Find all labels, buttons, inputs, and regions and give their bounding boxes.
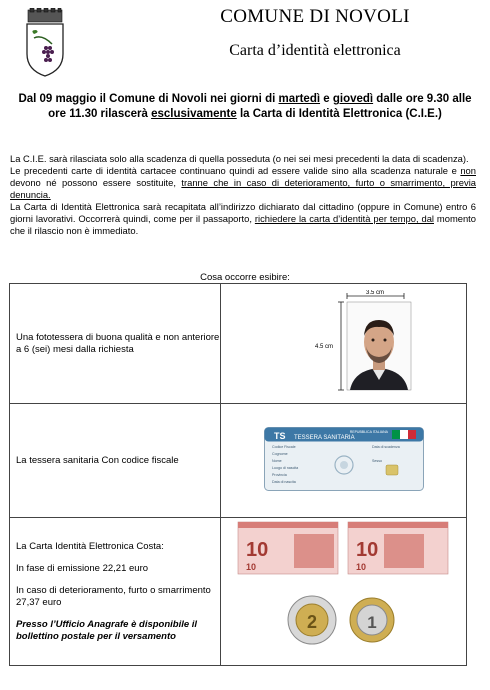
cost-issue: In fase di emissione 22,21 euro <box>16 562 149 574</box>
requirements-table <box>9 283 467 666</box>
municipal-crest-icon <box>22 8 68 78</box>
banknote-value-2: 10 <box>355 539 378 561</box>
headline-day-thursday: giovedì <box>332 93 374 105</box>
paragraph-2-non: non <box>460 165 476 176</box>
table-row <box>10 284 467 404</box>
page-title: COMUNE DI NOVOLI <box>220 6 410 27</box>
health-card-cell <box>221 404 467 518</box>
requirement-photo-text: Una fototessera di buona qualità e non anteriore a 6 (sei) mesi dalla richiesta <box>10 284 221 404</box>
banknote-small-value-2: 10 <box>355 562 366 572</box>
coin-value-1: 1 <box>366 613 377 632</box>
card-field-label: Codice Fiscale <box>271 445 296 449</box>
passport-photo-cell <box>221 284 467 404</box>
coin-value-2: 2 <box>306 612 317 632</box>
paragraph-3-text-b: momento che il rilascio non è immediato. <box>10 213 477 236</box>
page-subtitle: Carta d’identità elettronica <box>229 42 401 59</box>
headline-text-1: Dal 09 maggio il Comune di Novoli nei giorni di <box>18 93 279 105</box>
card-title: TESSERA SANITARIA <box>293 435 355 441</box>
banknote-small-value-1: 10 <box>245 562 256 572</box>
card-field-label: Luogo di nascita <box>271 466 298 470</box>
card-republic: REPUBBLICA ITALIANA <box>349 430 388 434</box>
ten-euro-banknote <box>238 522 338 574</box>
passport-photo-icon <box>244 290 444 394</box>
requirement-health-card-text: La tessera sanitaria Con codice fiscale <box>10 404 221 518</box>
card-field-label: Provincia <box>271 473 287 477</box>
card-field-label: Nome <box>271 459 282 463</box>
paragraph-2-text-b: devono né possono essere sostituite, <box>10 177 182 188</box>
banknote-value-1: 10 <box>245 539 268 561</box>
cost-replacement: In caso di deterioramento, furto o smarrimento 27,37 euro <box>16 584 211 608</box>
euro-money-icon <box>234 520 454 660</box>
headline-exclusive: esclusivamente <box>151 108 237 120</box>
body-text <box>10 153 476 237</box>
health-card-icon <box>264 427 424 491</box>
paragraph-delivery <box>10 201 476 237</box>
table-row <box>10 404 467 518</box>
headline-day-tuesday: martedì <box>278 93 321 105</box>
paragraph-expiry: La C.I.E. sarà rilasciata solo alla scadenza di quella posseduta (o nei sei mesi precedenti la data di scadenza). <box>10 153 469 164</box>
paragraph-2-exception: tranne che in caso di deterioramento, furto o smarrimento, previa denuncia. <box>10 177 476 200</box>
requirement-cost-cell <box>10 518 221 666</box>
table-caption: Cosa occorre esibire: <box>200 272 290 283</box>
payment-note: Presso l’Ufficio Anagrafe è disponibile il bollettino postale per il versamento <box>16 618 198 642</box>
card-field-label: Data di nascita <box>271 480 296 484</box>
paragraph-paper-cards <box>10 165 476 201</box>
card-field-label: Cognome <box>271 452 288 456</box>
paragraph-3-text-a: La Carta di Identità Elettronica sarà recapitata all’indirizzo dichiarato dal cittadino (oppure in Comune) entro 6 giorni lavorativi. Occorrerà quindi, come per il passaporto, <box>10 201 476 224</box>
table-row <box>10 518 467 666</box>
card-ts-logo: TS <box>273 431 286 441</box>
announcement-headline <box>14 92 476 122</box>
headline-text-2: e <box>320 93 333 105</box>
photo-width-label: 3.5 cm <box>365 290 384 296</box>
card-field-label: Data di scadenza <box>371 445 400 449</box>
paragraph-2-text-a: Le precedenti carte di identità cartacee continuano quindi ad essere valide sino alla scadenza naturale e <box>10 165 461 176</box>
ten-euro-banknote <box>348 522 448 574</box>
cost-title: La Carta Identità Elettronica Costa: <box>16 540 164 552</box>
one-euro-coin <box>350 598 394 642</box>
money-cell <box>221 518 467 666</box>
card-field-label: Sesso <box>371 459 382 463</box>
paragraph-3-advice: richiedere la carta d’identità per tempo, dal <box>254 213 434 224</box>
photo-height-label: 4.5 cm <box>314 344 333 350</box>
headline-text-4: la Carta di Identità Elettronica (C.I.E.) <box>236 108 442 120</box>
headline-text-3: dalle ore 9.30 alle ore 11.30 rilascerà <box>48 93 472 120</box>
two-euro-coin <box>288 596 336 644</box>
